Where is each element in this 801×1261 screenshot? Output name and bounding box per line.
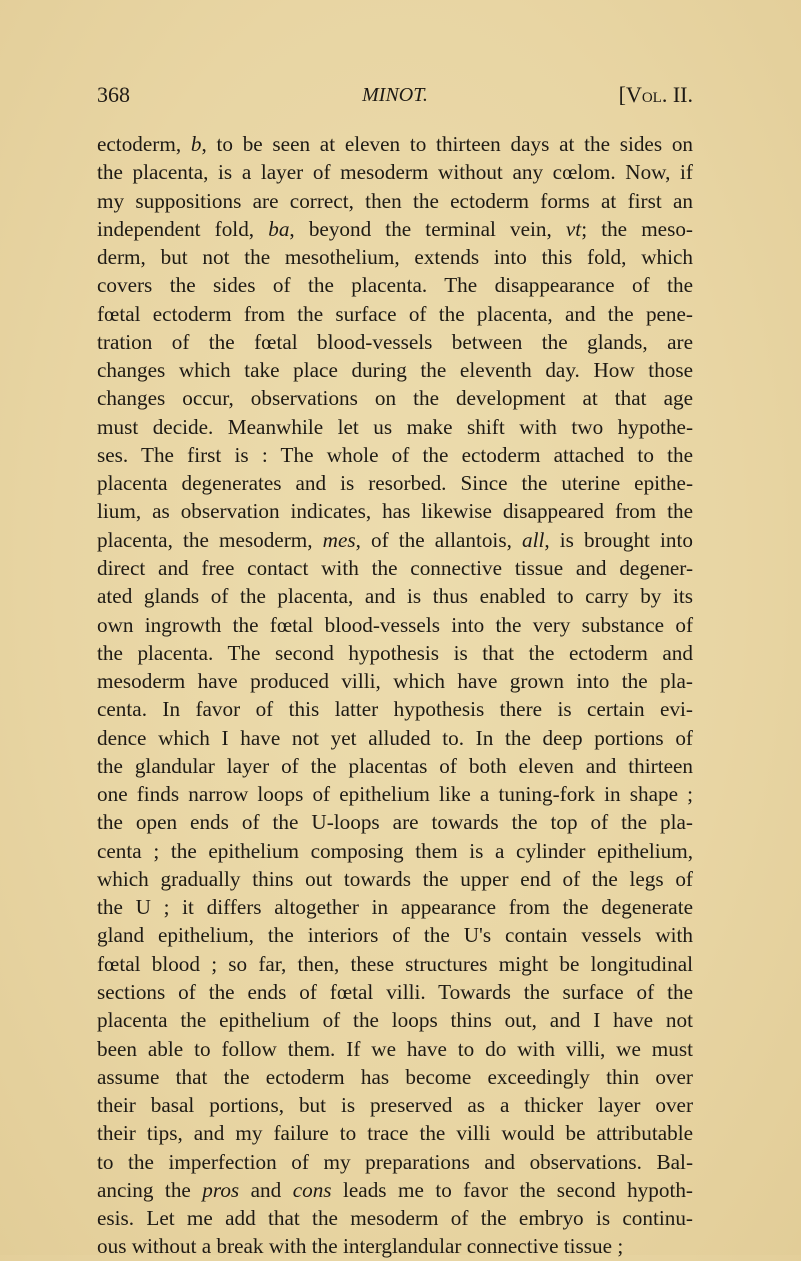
text-line: independent fold, ba, beyond the terminal vein, vt; the meso- xyxy=(97,216,693,241)
text-line: the placenta, is a layer of mesoderm without any cœlom. Now, if xyxy=(97,160,693,185)
text-line: the placenta. The second hypothesis is that the ectoderm and xyxy=(97,640,693,665)
text-line: the open ends of the U-loops are towards the top of the pla- xyxy=(97,810,693,835)
text-line: ses. The first is : The whole of the ectoderm attached to the xyxy=(97,442,693,467)
italic-label: vt xyxy=(565,216,582,241)
text-line: to the imperfection of my preparations and observations. Bal- xyxy=(97,1149,693,1174)
text-line: placenta the epithelium of the loops thins out, and I have not xyxy=(97,1008,693,1033)
text-line: ancing the pros and cons leads me to favor the second hypoth- xyxy=(97,1177,693,1202)
italic-label: pros xyxy=(202,1177,240,1202)
text-line: changes which take place during the eleventh day. How those xyxy=(97,358,693,383)
text-line: gland epithelium, the interiors of the U's contain vessels with xyxy=(97,923,693,948)
text-line: their tips, and my failure to trace the villi would be attributable xyxy=(97,1121,693,1146)
text-line: own ingrowth the fœtal blood-vessels into the very substance of xyxy=(97,612,693,637)
text-line: centa ; the epithelium composing them is a cylinder epithelium, xyxy=(97,838,693,863)
body-text xyxy=(97,130,693,1261)
italic-label: mes xyxy=(322,527,356,552)
text-line: assume that the ectoderm has become exceedingly thin over xyxy=(97,1064,693,1089)
text-line: changes occur, observations on the development at that age xyxy=(97,386,693,411)
text-line: derm, but not the mesothelium, extends into this fold, which xyxy=(97,245,693,270)
text-line: direct and free contact with the connective tissue and degener- xyxy=(97,555,693,580)
page-number: 368 xyxy=(97,82,130,107)
text-line: the U ; it differs altogether in appearance from the degenerate xyxy=(97,895,693,920)
text-line: esis. Let me add that the mesoderm of the embryo is continu- xyxy=(97,1206,693,1231)
text-line: dence which I have not yet alluded to. In the deep portions of xyxy=(97,725,693,750)
volume-label: [Vol. II. xyxy=(618,82,693,107)
italic-label: cons xyxy=(292,1177,332,1202)
text-line: my suppositions are correct, then the ectoderm forms at first an xyxy=(97,188,693,213)
text-line: which gradually thins out towards the upper end of the legs of xyxy=(97,866,693,891)
text-line: their basal portions, but is preserved as a thicker layer over xyxy=(97,1093,693,1118)
text-line: covers the sides of the placenta. The disappearance of the xyxy=(97,273,693,298)
text-line: fœtal blood ; so far, then, these structures might be longitudinal xyxy=(97,951,693,976)
text-line: the glandular layer of the placentas of both eleven and thirteen xyxy=(97,753,693,778)
text-line: must decide. Meanwhile let us make shift with two hypothe- xyxy=(97,414,693,439)
text-line: placenta, the mesoderm, mes, of the allantois, all, is brought into xyxy=(97,527,693,552)
text-line: placenta degenerates and is resorbed. Since the uterine epithe- xyxy=(97,471,693,496)
text-line: lium, as observation indicates, has likewise disappeared from the xyxy=(97,499,693,524)
running-title: MINOT. xyxy=(362,84,428,106)
text-line: mesoderm have produced villi, which have grown into the pla- xyxy=(97,669,693,694)
italic-label: b xyxy=(190,132,202,156)
text-line: sections of the ends of fœtal villi. Towards the surface of the xyxy=(97,979,693,1004)
text-line: ous without a break with the interglandular connective tissue ; xyxy=(97,1234,624,1259)
italic-label: ba xyxy=(268,216,290,241)
text-line: ectoderm, b, to be seen at eleven to thirteen days at the sides on xyxy=(97,132,694,156)
text-line: centa. In favor of this latter hypothesis there is certain evi- xyxy=(97,697,693,722)
page-header xyxy=(97,82,693,116)
text-line: tration of the fœtal blood-vessels between the glands, are xyxy=(97,329,693,354)
text-line: fœtal ectoderm from the surface of the placenta, and the pene- xyxy=(97,301,693,326)
italic-label: all xyxy=(521,527,545,552)
text-line: ated glands of the placenta, and is thus enabled to carry by its xyxy=(97,584,693,609)
text-line: one finds narrow loops of epithelium like a tuning-fork in shape ; xyxy=(97,782,693,807)
text-line: been able to follow them. If we have to do with villi, we must xyxy=(97,1036,693,1061)
